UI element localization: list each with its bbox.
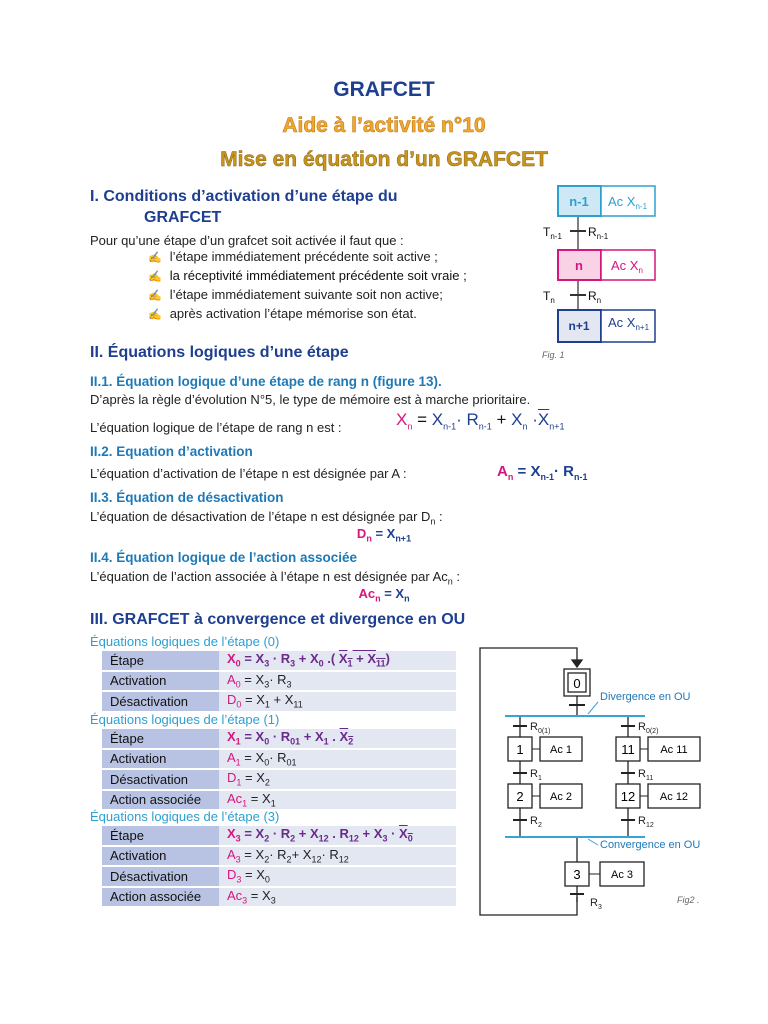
section-2-1-text-2: L’équation logique de l’étape de rang n est : bbox=[90, 420, 342, 435]
equation-activation: $A_n = X_{n-1}\cdot R_{n-1}$ bbox=[497, 463, 588, 482]
convergence-label: Convergence en OU bbox=[600, 839, 701, 851]
svg-text:Ac 3: Ac 3 bbox=[610, 869, 634, 881]
section-1-intro: Pour qu’une étape d’un grafcet soit activée il faut que : bbox=[90, 233, 404, 248]
svg-text:0: 0 bbox=[573, 676, 581, 691]
table-1-caption: Équations logiques de l’étape (1) bbox=[90, 712, 280, 727]
section-2-2-heading: II.2. Equation d’activation bbox=[90, 444, 253, 459]
equations-table-step-1 bbox=[102, 729, 456, 811]
section-2-2-text: L’équation d’activation de l’étape n est désignée par A : bbox=[90, 466, 407, 481]
step-label-n-minus-1: n-1 bbox=[569, 194, 589, 209]
section-2-3-heading: II.3. Équation de désactivation bbox=[90, 490, 284, 505]
figure-2-caption: Fig2 . bbox=[677, 895, 700, 905]
svg-text:R2: $R_2$ bbox=[530, 815, 542, 829]
table-row: Action associée $Ac_3 = X_3$ bbox=[102, 887, 456, 908]
section-2-3-text: L’équation de désactivation de l’étape n est désignée par $D_n$ : bbox=[90, 509, 443, 527]
table-row: Activation $A_3 = X_2\cdot R_2+ X_{12}\cdot R_{12}$ bbox=[102, 846, 456, 867]
table-row: Désactivation $D_0 = X_1 + X_{11}$ bbox=[102, 691, 456, 712]
section-2-4-text: L’équation de l’action associée à l’étape n est désignée par $Ac_n$ : bbox=[90, 569, 461, 587]
equations-table-step-0 bbox=[102, 651, 456, 713]
section-2-heading: II. Équations logiques d’une étape bbox=[90, 344, 349, 361]
svg-text:Tn-1: $T_{n-1}$ bbox=[543, 225, 562, 241]
table-3-caption: Équations logiques de l’étape (3) bbox=[90, 809, 280, 824]
equation-action: $Ac_n = X_n$ bbox=[358, 586, 410, 604]
table-row: Activation $A_0 = X_3\cdot R_3$ bbox=[102, 671, 456, 692]
svg-text:Ac Xn-1: Ac $X_{n-1}$ bbox=[608, 194, 648, 211]
section-2-1-heading: II.1. Équation logique d’une étape de rang n (figure 13). bbox=[90, 374, 442, 389]
figure-1-grafcet bbox=[510, 180, 660, 365]
condition-item: ✍ l’étape immédiatement précédente soit active ; bbox=[148, 248, 467, 267]
section-1-heading: I. Conditions d’activation d’une étape du bbox=[90, 188, 398, 205]
svg-text:1: 1 bbox=[516, 742, 524, 757]
svg-text:R1: $R_1$ bbox=[530, 768, 542, 782]
condition-item: ✍ la réceptivité immédiatement précédente soit vraie ; bbox=[148, 267, 467, 286]
section-2-4-heading: II.4. Équation logique de l’action associée bbox=[90, 550, 358, 565]
condition-item: ✍ après activation l’étape mémorise son état. bbox=[148, 305, 467, 324]
equation-step-n: $X_n = X_{n-1}\cdot R_{n-1} + X_n \cdot\overline{X}_{n+1}$ bbox=[396, 410, 565, 432]
svg-text:Rn: $R_n$ bbox=[588, 289, 602, 305]
svg-text:Tn: $T_n$ bbox=[543, 289, 555, 305]
table-0-caption: Équations logiques de l’étape (0) bbox=[90, 634, 280, 649]
svg-text:Ac 2: Ac 2 bbox=[549, 791, 573, 803]
svg-text:R0(2): $R_{0(2)}$ bbox=[638, 721, 659, 735]
condition-list bbox=[148, 248, 467, 324]
condition-item: ✍ l’étape immédiatement suivante soit non active; bbox=[148, 286, 467, 305]
svg-text:Ac 12: Ac 12 bbox=[659, 791, 689, 803]
section-2-1-text: D’après la règle d’évolution N°5, le type de mémoire est à marche prioritaire. bbox=[90, 392, 531, 407]
svg-text:n+1: n+1 bbox=[568, 319, 590, 333]
svg-text:n: n bbox=[575, 258, 583, 273]
equation-deactivation: $D_n = X_{n+1}$ bbox=[356, 526, 412, 544]
page-title: GRAFCET bbox=[333, 78, 435, 101]
table-row: Étape $X_3 = X_2 \cdot R_2 + X_{12}$ . $R_{12} + X_3 \cdot X_0$ bbox=[102, 826, 456, 846]
svg-text:11: 11 bbox=[621, 742, 635, 757]
page-subtitle-activity: Aide à l’activité n°10 bbox=[282, 114, 486, 137]
svg-text:Rn-1: $R_{n-1}$ bbox=[588, 225, 609, 241]
section-1-heading-cont: GRAFCET bbox=[144, 209, 222, 226]
svg-text:R12: $R_{12}$ bbox=[638, 815, 654, 829]
figure-2-grafcet bbox=[470, 640, 720, 925]
svg-text:R0(1): $R_{0(1)}$ bbox=[530, 721, 551, 735]
svg-text:Ac Xn: Ac $X_n$ bbox=[611, 258, 643, 275]
svg-text:R11: $R_{11}$ bbox=[638, 768, 654, 782]
svg-text:3: 3 bbox=[573, 867, 581, 882]
svg-text:12: 12 bbox=[620, 789, 636, 804]
table-row: Action associée $Ac_1 = X_1$ bbox=[102, 790, 456, 811]
table-row: Étape $X_1 = X_0 \cdot R_{01} + X_1$ . $X_2$ bbox=[102, 729, 456, 749]
svg-text:Ac 1: Ac 1 bbox=[549, 744, 573, 756]
equations-table-step-3 bbox=[102, 826, 456, 908]
svg-text:Ac 11: Ac 11 bbox=[660, 744, 688, 756]
table-row: Désactivation $D_3 = X_0$ bbox=[102, 866, 456, 887]
divergence-label: Divergence en OU bbox=[600, 691, 691, 703]
section-3-heading: III. GRAFCET à convergence et divergence en OU bbox=[90, 611, 466, 628]
table-row: Activation $A_1 = X_0\cdot R_{01}$ bbox=[102, 749, 456, 770]
page-subtitle-topic: Mise en équation d’un GRAFCET bbox=[220, 148, 548, 171]
figure-1-caption: Fig. 1 bbox=[542, 350, 565, 360]
table-row: Désactivation $D_1 = X_2$ bbox=[102, 769, 456, 790]
table-row: Étape $X_0 = X_3 \cdot R_3 + X_0$ .( $X_1 + X_{11}$) bbox=[102, 651, 456, 671]
svg-text:Ac Xn+1: Ac $X_{n+1}$ bbox=[608, 315, 650, 332]
svg-text:2: 2 bbox=[516, 789, 524, 804]
svg-text:R3: $R_3$ bbox=[590, 897, 602, 911]
